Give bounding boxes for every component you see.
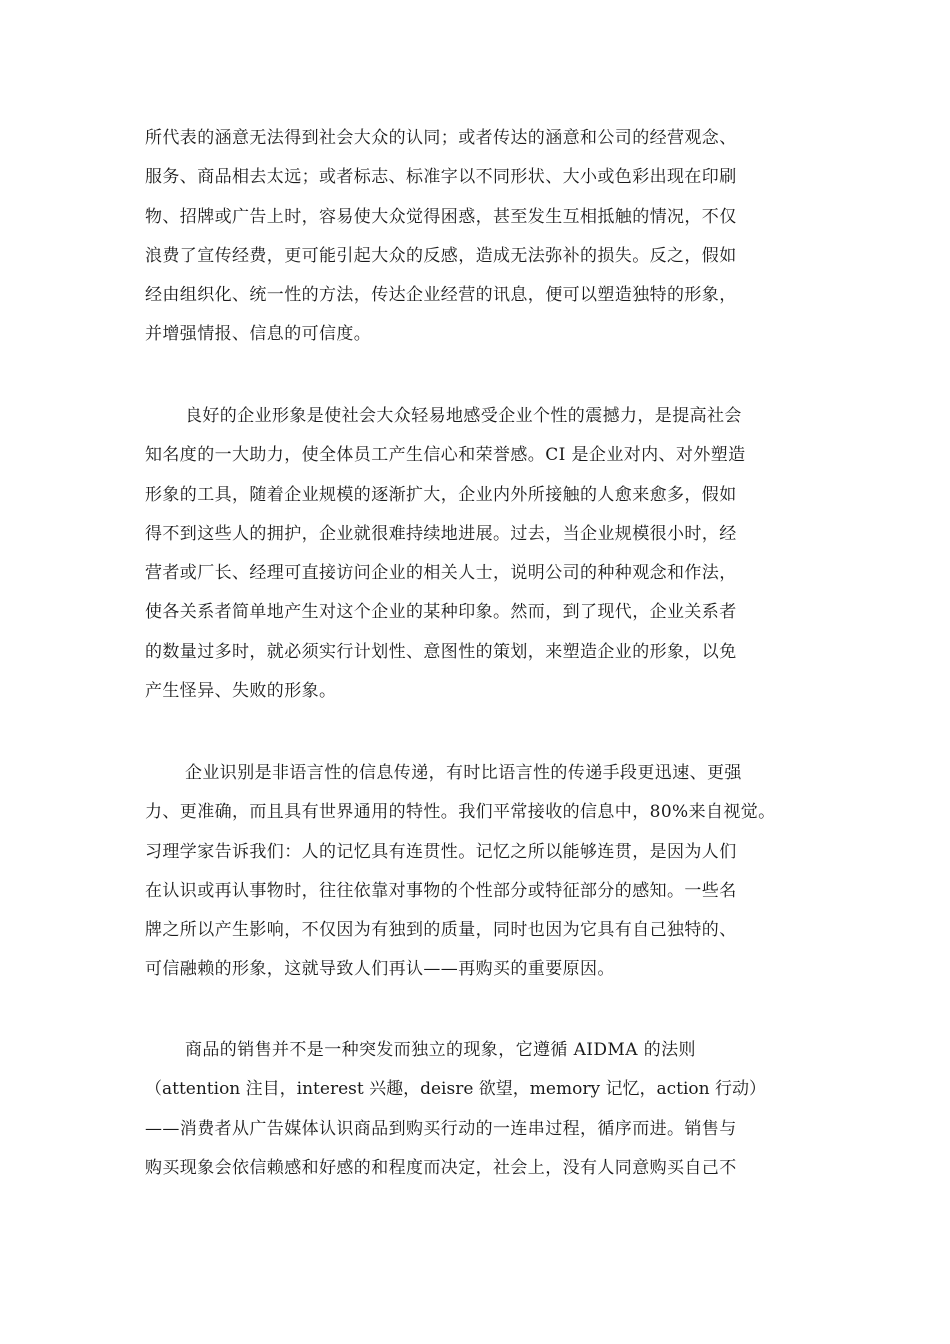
text-line: 产生怪异、失败的形象。 <box>145 681 337 702</box>
paragraph-3 <box>145 754 825 990</box>
text-line: 形象的工具，随着企业规模的逐渐扩大，企业内外所接触的人愈来愈多，假如 <box>145 484 737 505</box>
paragraph-1 <box>145 119 825 355</box>
text-line: 的数量过多时，就必须实行计划性、意图性的策划，来塑造企业的形象，以免 <box>145 641 737 662</box>
text-line: 知名度的一大助力，使全体员工产生信心和荣誉感。CI 是企业对内、对外塑造 <box>145 445 746 466</box>
text-line: 良好的企业形象是使社会大众轻易地感受企业个性的震撼力，是提高社会 <box>185 406 742 426</box>
text-line: 服务、商品相去太远；或者标志、标准字以不同形状、大小或色彩出现在印刷 <box>145 167 737 188</box>
text-line: 经由组织化、统一性的方法，传达企业经营的讯息，便可以塑造独特的形象， <box>145 285 737 306</box>
text-line: 所代表的涵意无法得到社会大众的认同；或者传达的涵意和公司的经营观念、 <box>145 128 737 148</box>
text-line: （attention 注目，interest 兴趣，deisre 欲望，memory 记忆，action 行动） <box>145 1079 766 1100</box>
text-line: 可信融赖的形象，这就导致人们再认——再购买的重要原因。 <box>145 959 615 980</box>
text-line: 牌之所以产生影响，不仅因为有独到的质量，同时也因为它具有自己独特的、 <box>145 920 737 941</box>
text-line: 营者或厂长、经理可直接访问企业的相关人士，说明公司的种种观念和作法， <box>145 563 737 584</box>
text-line: 购买现象会依信赖感和好感的和程度而决定，社会上，没有人同意购买自己不 <box>145 1157 737 1178</box>
text-line: 物、招牌或广告上时，容易使大众觉得困惑，甚至发生互相抵触的情况，不仅 <box>145 206 737 227</box>
text-line: 使各关系者简单地产生对这个企业的某种印象。然而，到了现代，企业关系者 <box>145 602 737 623</box>
paragraph-2 <box>145 397 825 711</box>
text-line: 在认识或再认事物时，往往依靠对事物的个性部分或特征部分的感知。一些名 <box>145 880 737 901</box>
text-line: 商品的销售并不是一种突发而独立的现象，它遵循 AIDMA 的法则 <box>185 1040 696 1060</box>
text-line: 力、更准确，而且具有世界通用的特性。我们平常接收的信息中，80%来自视觉。 <box>145 802 776 823</box>
paragraph-4 <box>145 1031 825 1188</box>
text-line: 得不到这些人的拥护，企业就很难持续地进展。过去，当企业规模很小时，经 <box>145 523 737 544</box>
text-line: ——消费者从广告媒体认识商品到购买行动的一连串过程，循序而进。销售与 <box>145 1118 737 1139</box>
text-line: 并增强情报、信息的可信度。 <box>145 324 372 345</box>
text-line: 习理学家告诉我们：人的记忆具有连贯性。记忆之所以能够连贯，是因为人们 <box>145 841 737 862</box>
text-line: 企业识别是非语言性的信息传递，有时比语言性的传递手段更迅速、更强 <box>185 763 742 783</box>
text-line: 浪费了宣传经费，更可能引起大众的反感，造成无法弥补的损失。反之，假如 <box>145 245 737 266</box>
